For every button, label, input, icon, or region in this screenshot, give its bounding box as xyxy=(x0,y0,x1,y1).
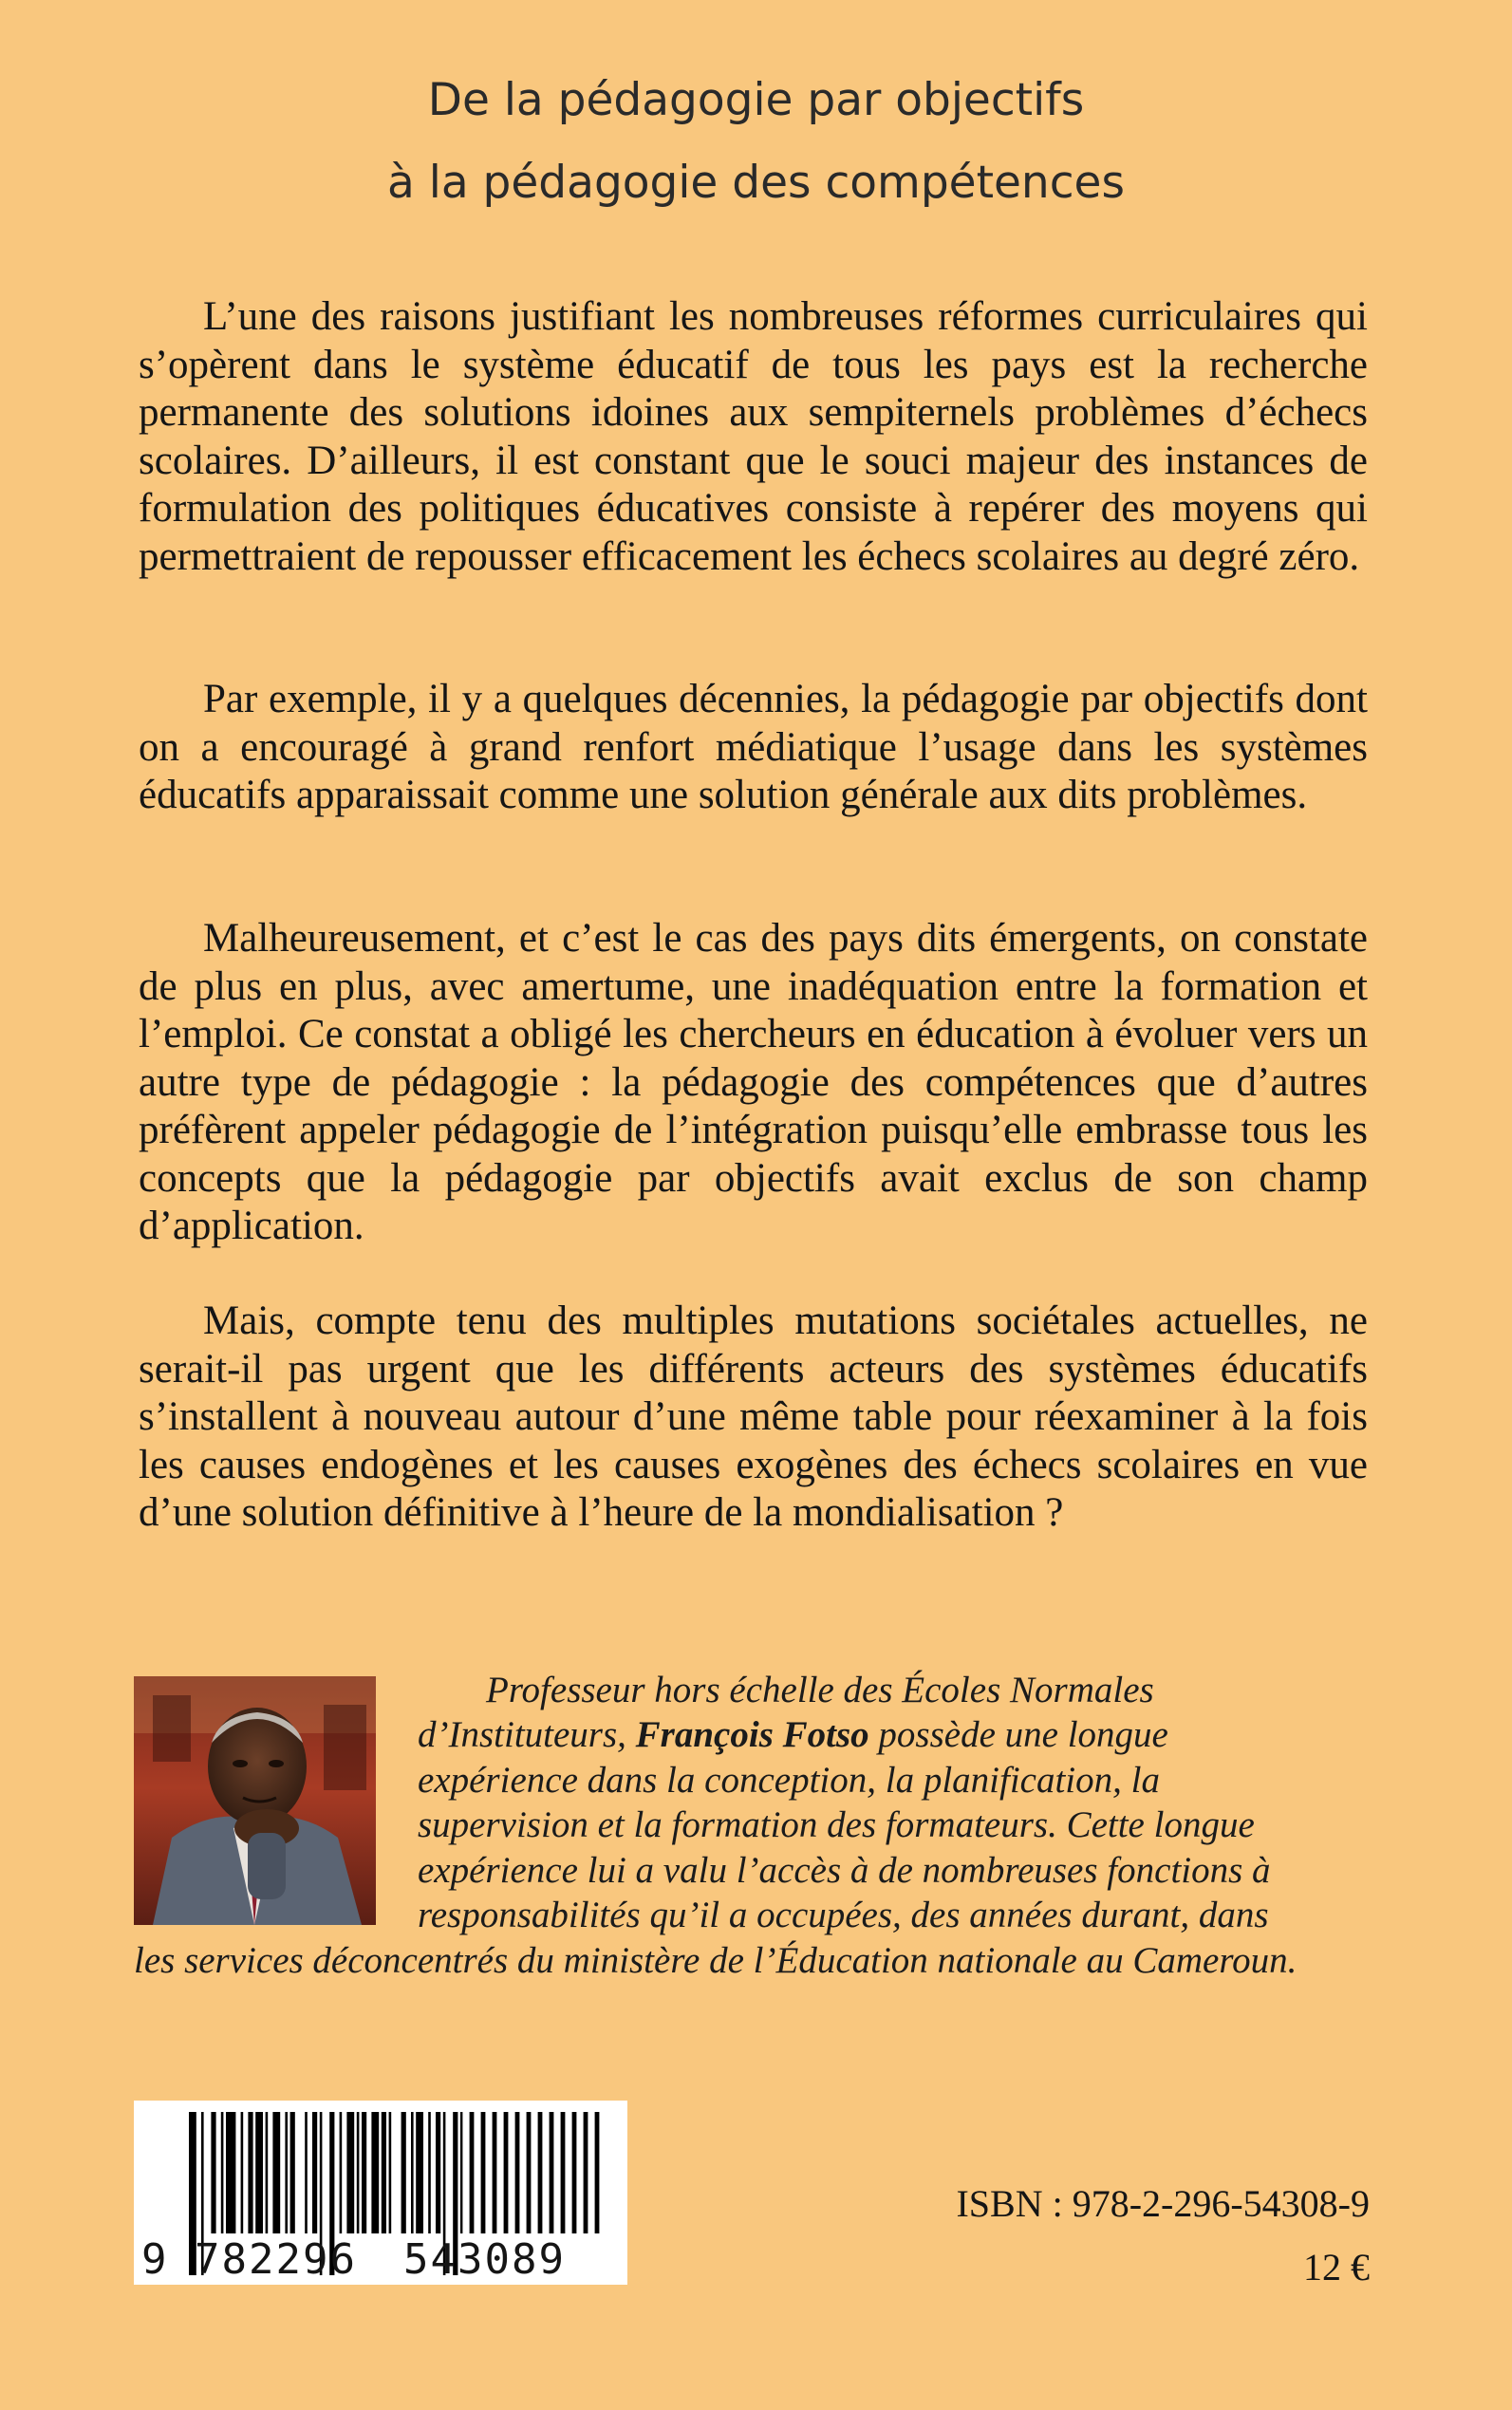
barcode-bar xyxy=(481,2112,486,2233)
bio-line-3: expérience dans la conception, la planification, la xyxy=(418,1760,1160,1801)
barcode-bar xyxy=(211,2112,215,2233)
barcode-digit-lead: 9 xyxy=(141,2235,167,2284)
author-photo xyxy=(134,1676,376,1925)
barcode-bar xyxy=(411,2112,414,2233)
barcode-bar xyxy=(401,2112,406,2233)
barcode-bar xyxy=(357,2112,360,2233)
bio-line-2-post: possède une longue xyxy=(878,1714,1168,1755)
barcode-bar xyxy=(346,2112,354,2233)
barcode-bar xyxy=(436,2112,440,2233)
barcode-digits xyxy=(134,2235,627,2284)
barcode-bar xyxy=(584,2112,588,2233)
paragraph-1-block xyxy=(139,293,1368,581)
bio-line-4: supervision et la formation des formateurs. Cette longue xyxy=(418,1804,1255,1845)
barcode-bar xyxy=(285,2112,288,2233)
barcode-digits-right: 543089 xyxy=(403,2235,566,2284)
barcode-bar xyxy=(371,2112,379,2233)
title-line-1: De la pédagogie par objectifs xyxy=(427,74,1085,126)
barcode-bar xyxy=(416,2112,423,2233)
barcode-bar xyxy=(221,2112,224,2233)
book-title xyxy=(0,59,1512,224)
paragraph-4-block xyxy=(139,1298,1368,1538)
price: 12 € xyxy=(1303,2246,1370,2289)
barcode-bar xyxy=(504,2112,509,2233)
barcode-bar xyxy=(266,2112,269,2233)
barcode-bar xyxy=(312,2112,317,2233)
barcode-bar xyxy=(248,2112,252,2233)
bio-line-1: Professeur hors échelle des Écoles Normales xyxy=(486,1670,1154,1710)
author-name: François Fotso xyxy=(635,1714,869,1755)
barcode xyxy=(134,2101,627,2285)
barcode-bar xyxy=(493,2112,497,2233)
paragraph-4: Mais, compte tenu des multiples mutations sociétales actuelles, ne serait-il pas urgent que les différents acteurs des systèmes éducatifs s’installent à nouveau autour d’une même table pour réexaminer à la fois les causes endogènes et les causes exogènes des échecs scolaires en vue d’une solution définitive à l’heure de la mondialisation ? xyxy=(139,1298,1368,1535)
barcode-bar xyxy=(241,2112,244,2233)
barcode-bar xyxy=(305,2112,308,2233)
paragraph-3-block xyxy=(139,915,1368,1251)
barcode-bar xyxy=(572,2112,577,2233)
barcode-bar xyxy=(272,2112,280,2233)
title-line-2: à la pédagogie des compétences xyxy=(387,157,1125,209)
bio-line-2 xyxy=(418,1712,1168,1758)
barcode-bar xyxy=(382,2112,386,2233)
barcode-bar xyxy=(226,2112,235,2233)
barcode-bar xyxy=(550,2112,554,2233)
paragraph-1: L’une des raisons justifiant les nombreuses réformes curriculaires qui s’opèrent dans le système éducatif de tous les pays est la recherche permanente des solutions idoines aux sempiternels problèmes d’échecs scolaires. D’ailleurs, il est constant que le souci majeur des instances de formulation des politiques éducatives consiste à repérer des moyens qui permettraient de repousser efficacement les échecs scolaires au degré zéro. xyxy=(139,294,1368,579)
isbn: ISBN : 978-2-296-54308-9 xyxy=(956,2182,1370,2225)
barcode-digits-left: 782296 xyxy=(195,2235,357,2284)
paragraph-3: Malheureusement, et c’est le cas des pays dits émergents, on constate de plus en plus, avec amertume, une inadéquation entre la formation et l’emploi. Ce constat a obligé les chercheurs en éducation à évoluer vers un autre type de pédagogie : la pédagogie des compétences que d’autres préfèrent appeler pédagogie de l’intégration puisqu’elle embrasse tous les concepts que la pédagogie par objectifs avait exclus de son champ d’application. xyxy=(139,916,1368,1248)
paragraph-2-block xyxy=(139,676,1368,820)
barcode-bar xyxy=(340,2112,343,2233)
barcode-bar xyxy=(527,2112,532,2233)
barcode-bar xyxy=(538,2112,543,2233)
bio-line-5: expérience lui a valu l’accès à de nombreuses fonctions à xyxy=(418,1850,1271,1891)
barcode-bar xyxy=(389,2112,392,2233)
bio-line-6: responsabilités qu’il a occupées, des années durant, dans xyxy=(418,1895,1269,1935)
barcode-bar xyxy=(561,2112,566,2233)
barcode-bar xyxy=(595,2112,600,2233)
barcode-bar xyxy=(255,2112,263,2233)
paragraph-2: Par exemple, il y a quelques décennies, la pédagogie par objectifs dont on a encouragé à grand renfort médiatique l’usage dans les systèmes éducatifs apparaissait comme une solution générale aux dits problèmes. xyxy=(139,677,1368,817)
barcode-bar xyxy=(362,2112,366,2233)
barcode-bar xyxy=(428,2112,431,2233)
barcode-bar xyxy=(470,2112,475,2233)
barcode-bar xyxy=(460,2112,462,2233)
bio-line-2-pre: d’Instituteurs, xyxy=(418,1714,626,1755)
bio-line-7: les services déconcentrés du ministère de l’Éducation nationale au Cameroun. xyxy=(134,1940,1297,1981)
barcode-bar xyxy=(515,2112,520,2233)
barcode-bar xyxy=(290,2112,295,2233)
